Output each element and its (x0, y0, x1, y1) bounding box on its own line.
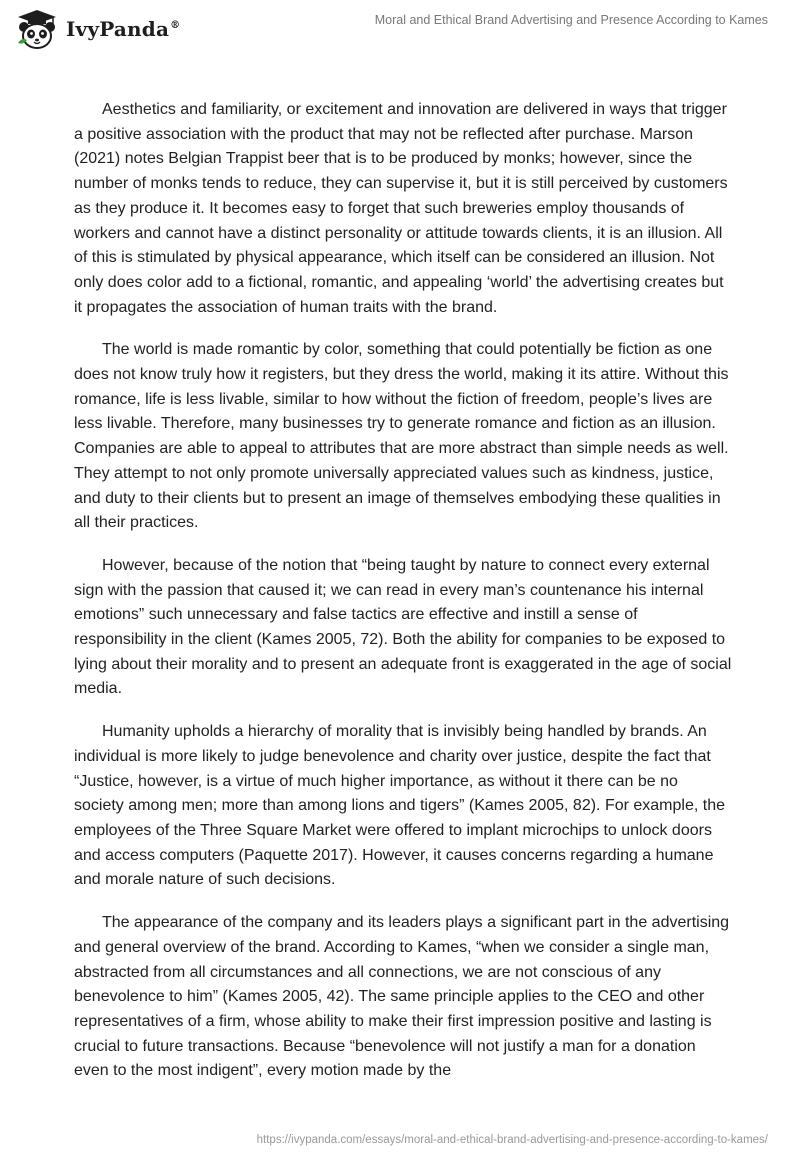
paragraph: Humanity upholds a hierarchy of morality that is invisibly being handled by brands. An individual is more likely to judge benevolence and charity over justice, despite the fact that “Justice, however, is a virtue of much higher importance, as without it there can be no society among men; more than among lions and tigers” (Kames 2005, 82). For example, the employees of the Three Square Market were offered to implant microchips to unlock doors and access computers (Paquette 2017). However, it causes concerns regarding a humane and morale nature of such decisions. (74, 723, 725, 889)
page-header (0, 0, 800, 60)
document-title: Moral and Ethical Brand Advertising and Presence According to Kames (374, 13, 768, 27)
essay-body (74, 98, 732, 1102)
brand-name: IvyPanda® (66, 17, 181, 41)
panda-graduate-icon (14, 9, 60, 49)
paragraph: However, because of the notion that “being taught by nature to connect every external sign with the passion that caused it; we can read in every man’s countenance his internal emotions” such unnecessary and false tactics are effective and instill a sense of responsibility in the client (Kames 2005, 72). Both the ability for companies to be exposed to lying about their morality and to present an adequate front is exaggerated in the age of social media. (74, 556, 732, 698)
ivypanda-logo[interactable] (14, 9, 180, 49)
paragraph: Aesthetics and familiarity, or excitement and innovation are delivered in ways that trigger a positive association with the product that may not be reflected after purchase. Marson (2021) notes Belgian Trappist beer that is to be produced by monks; however, since the number of monks tends to reduce, they can supervise it, but it is still perceived by customers as they produce it. It becomes easy to forget that such breweries employ thousands of workers and cannot have a distinct personality or attitude towards clients, it is an illusion. All of this is stimulated by physical appearance, which itself can be considered an illusion. Not only does color add to a fictional, romantic, and appealing ‘world’ the advertising creates but it propagates the association of human traits with the brand. (74, 101, 728, 316)
source-url-link[interactable]: https://ivypanda.com/essays/moral-and-ethical-brand-advertising-and-presence-according-to-kames/ (256, 1134, 768, 1146)
paragraph: The world is made romantic by color, something that could potentially be fiction as one does not know truly how it registers, but they dress the world, making it its attire. Without this romance, life is less livable, similar to how without the fiction of freedom, people’s lives are less livable. Therefore, many businesses try to generate romance and fiction as an illusion. Companies are able to appeal to attributes that are more abstract than simple needs as well. They attempt to not only promote universally appreciated values such as kindness, justice, and duty to their clients but to present an image of themselves embodying these qualities in all their practices. (74, 341, 729, 532)
paragraph: The appearance of the company and its leaders plays a significant part in the advertising and general overview of the brand. According to Kames, “when we consider a single man, abstracted from all circumstances and all connections, we are not conscious of any benevolence to him” (Kames 2005, 42). The same principle applies to the CEO and other representatives of a firm, whose ability to make their first impression positive and lasting is crucial to future transactions. Because “benevolence will not justify a man for a donation even to the most indigent”, every motion made by the (74, 914, 730, 1080)
